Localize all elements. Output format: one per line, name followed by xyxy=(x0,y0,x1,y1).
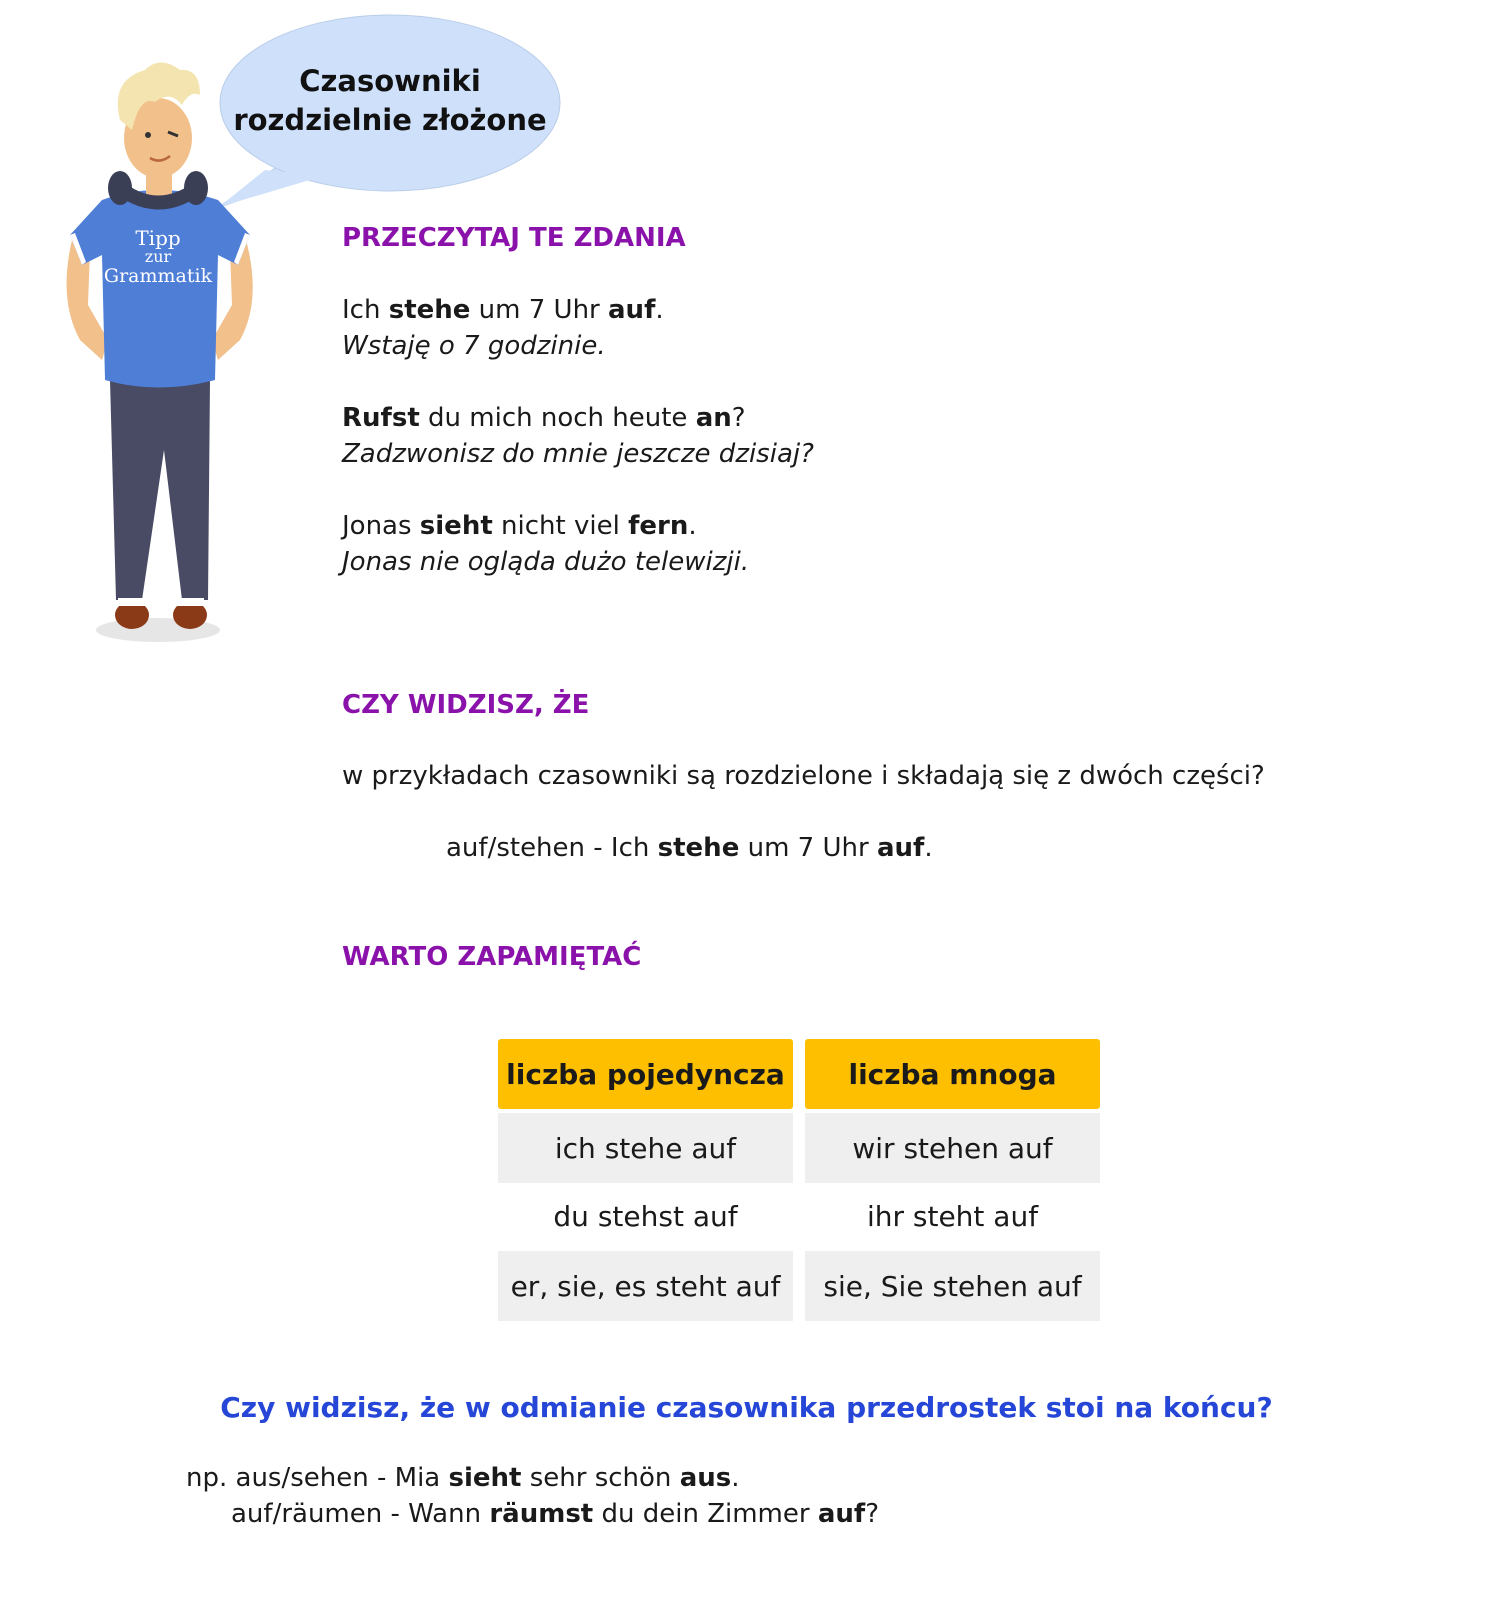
lesson-title-line1: Czasowniki xyxy=(299,64,481,98)
table-cell: ich stehe auf xyxy=(498,1113,793,1183)
sentence-1: Ich stehe um 7 Uhr auf. xyxy=(342,295,664,325)
prefix-question: Czy widzisz, że w odmianie czasownika przedrostek stoi na końcu? xyxy=(220,1391,1273,1424)
sentence-3-translation: Jonas nie ogląda dużo telewizji. xyxy=(342,547,750,577)
table-cell: wir stehen auf xyxy=(805,1113,1100,1183)
shirt-text-line3: Grammatik xyxy=(103,265,213,287)
notice-example: auf/stehen - Ich stehe um 7 Uhr auf. xyxy=(446,833,933,863)
section-heading-notice: CZY WIDZISZ, ŻE xyxy=(342,690,590,720)
sentence-2: Rufst du mich noch heute an? xyxy=(342,403,746,433)
notice-text: w przykładach czasowniki są rozdzielone i składają się z dwóch części? xyxy=(342,761,1265,791)
shirt-text-line1: Tipp xyxy=(135,226,181,250)
table-header-plural: liczba mnoga xyxy=(805,1039,1100,1109)
section-heading-remember: WARTO ZAPAMIĘTAĆ xyxy=(342,942,642,972)
sentence-1-translation: Wstaję o 7 godzinie. xyxy=(342,331,606,361)
table-cell: sie, Sie stehen auf xyxy=(805,1251,1100,1321)
table-cell: du stehst auf xyxy=(553,1199,738,1233)
lesson-title-line2: rozdzielnie złożone xyxy=(233,103,547,137)
table-header-singular: liczba pojedyncza xyxy=(498,1039,793,1109)
example-1: np. aus/sehen - Mia sieht sehr schön aus. xyxy=(186,1463,740,1493)
table-cell: er, sie, es steht auf xyxy=(498,1251,793,1321)
sentence-3: Jonas sieht nicht viel fern. xyxy=(342,511,697,541)
example-2: auf/räumen - Wann räumst du dein Zimmer auf? xyxy=(231,1499,880,1529)
grammar-tip-character xyxy=(50,50,280,670)
table-cell: ihr steht auf xyxy=(866,1199,1039,1233)
section-heading-read: PRZECZYTAJ TE ZDANIA xyxy=(342,223,686,253)
shirt-text-line2: zur xyxy=(144,247,172,266)
sentence-2-translation: Zadzwonisz do mnie jeszcze dzisiaj? xyxy=(342,439,814,469)
